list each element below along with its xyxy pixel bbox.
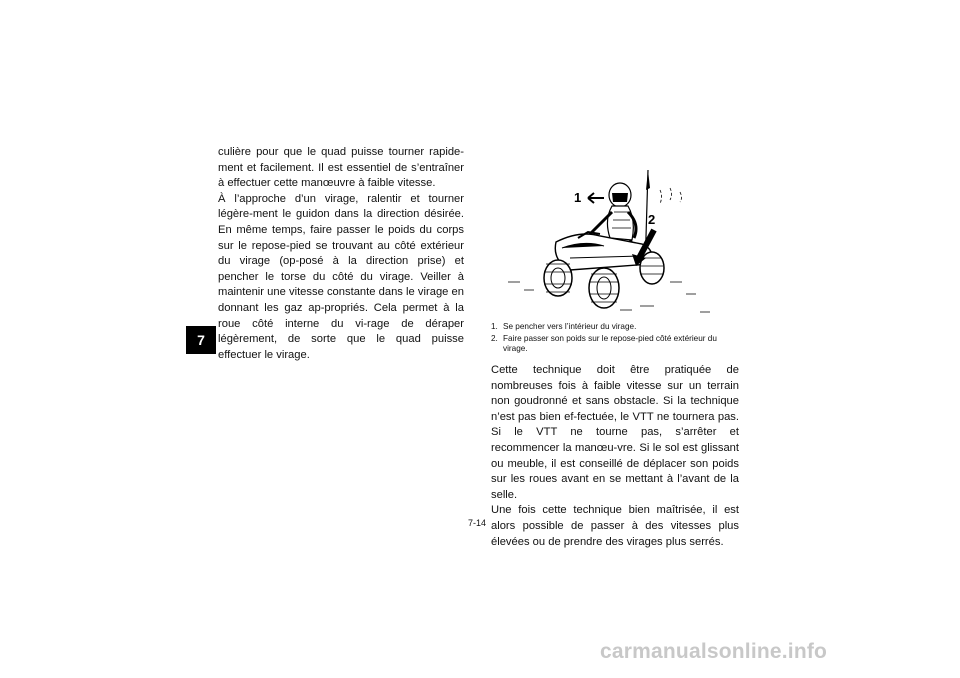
left-paragraph-1: culière pour que le quad puisse tourner rapide-ment et facilement. Il est essentiel de s’entraîner à effectuer cette manœuvre à faible vitesse. (218, 146, 464, 190)
atv-rider-drawing (500, 160, 730, 320)
left-paragraph-2: À l’approche d’un virage, ralentir et tourner légère-ment le guidon dans la direction désirée. En même temps, faire passer le poids du corps sur le repose-pied se trouvant au côté extérieur du virage (op-posé à la direction prise) et pencher le torse du côté du virage. Veiller à maintenir une vitesse constante dans le virage en donnant les gaz ap-propriés. Cela permet à la roue côté interne du vi-rage de déraper légèrement, de sorte que le quad puisse effectuer le virage. (218, 192, 464, 361)
figure-captions (491, 322, 741, 357)
callout-1: 1 (574, 190, 582, 205)
watermark-text: carmanualsonline.info (600, 640, 828, 663)
caption-text: Se pencher vers l’intérieur du virage. (503, 322, 637, 331)
callout-2: 2 (648, 212, 656, 227)
atv-turning-illustration (500, 160, 730, 320)
caption-number: 2. (491, 334, 498, 344)
caption-item (491, 334, 741, 354)
caption-text: Faire passer son poids sur le repose-pied côté extérieur du virage. (503, 334, 717, 354)
right-column (491, 363, 739, 550)
left-column (218, 145, 464, 363)
left-arrow-icon (588, 193, 604, 203)
caption-item (491, 322, 741, 332)
right-paragraph-1: Cette technique doit être pratiquée de nombreuses fois à faible vitesse sur un terrain non goudronné et sans obstacle. Si la technique n’est pas bien ef-fectuée, le VTT ne tournera pas. Si le VTT ne tourne pas, s’arrêter et recommencer la manœu-vre. Si le sol est glissant ou meuble, il est conseillé de déplacer son poids sur les roues avant en se mettant à l’avant de la selle. (491, 364, 739, 501)
page-number: 7-14 (468, 518, 487, 528)
chapter-tab: 7 (186, 326, 216, 354)
caption-number: 1. (491, 322, 498, 331)
right-paragraph-2: Une fois cette technique bien maîtrisée, il est alors possible de passer à des vitesses plus élevées ou de prendre des virages plus serrés. (491, 504, 739, 548)
